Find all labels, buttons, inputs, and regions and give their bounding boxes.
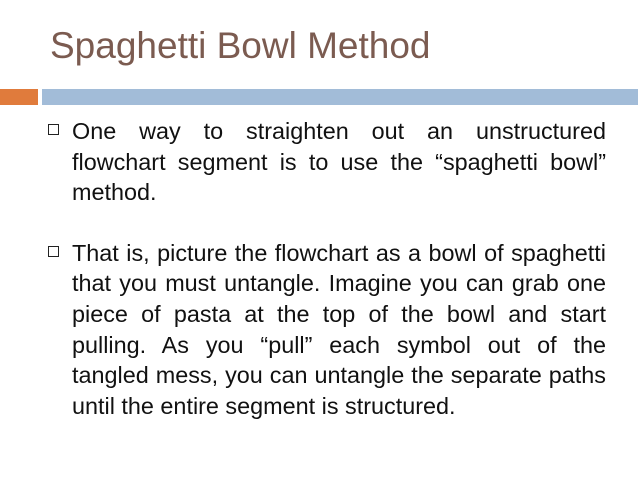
slide-title: Spaghetti Bowl Method	[50, 25, 431, 66]
title-divider-accent-left	[0, 89, 38, 105]
bullet-item-2	[48, 238, 606, 422]
hollow-square-bullet-icon	[48, 124, 59, 135]
hollow-square-bullet-icon	[48, 246, 59, 257]
bullet-list	[48, 116, 606, 451]
title-divider-bar-right	[42, 89, 638, 105]
bullet-text-2: That is, picture the flowchart as a bowl of spaghetti that you must untangle. Imagine you can grab one piece of pasta at the top of the bowl and start pulling. As you “pull” each symbol out of the tangled mess, you can untangle the separate paths until the entire segment is structured.	[72, 239, 606, 419]
bullet-text-1: One way to straighten out an unstructured flowchart segment is to use the “spaghetti bowl” method.	[72, 118, 606, 206]
bullet-item-1	[48, 116, 606, 208]
